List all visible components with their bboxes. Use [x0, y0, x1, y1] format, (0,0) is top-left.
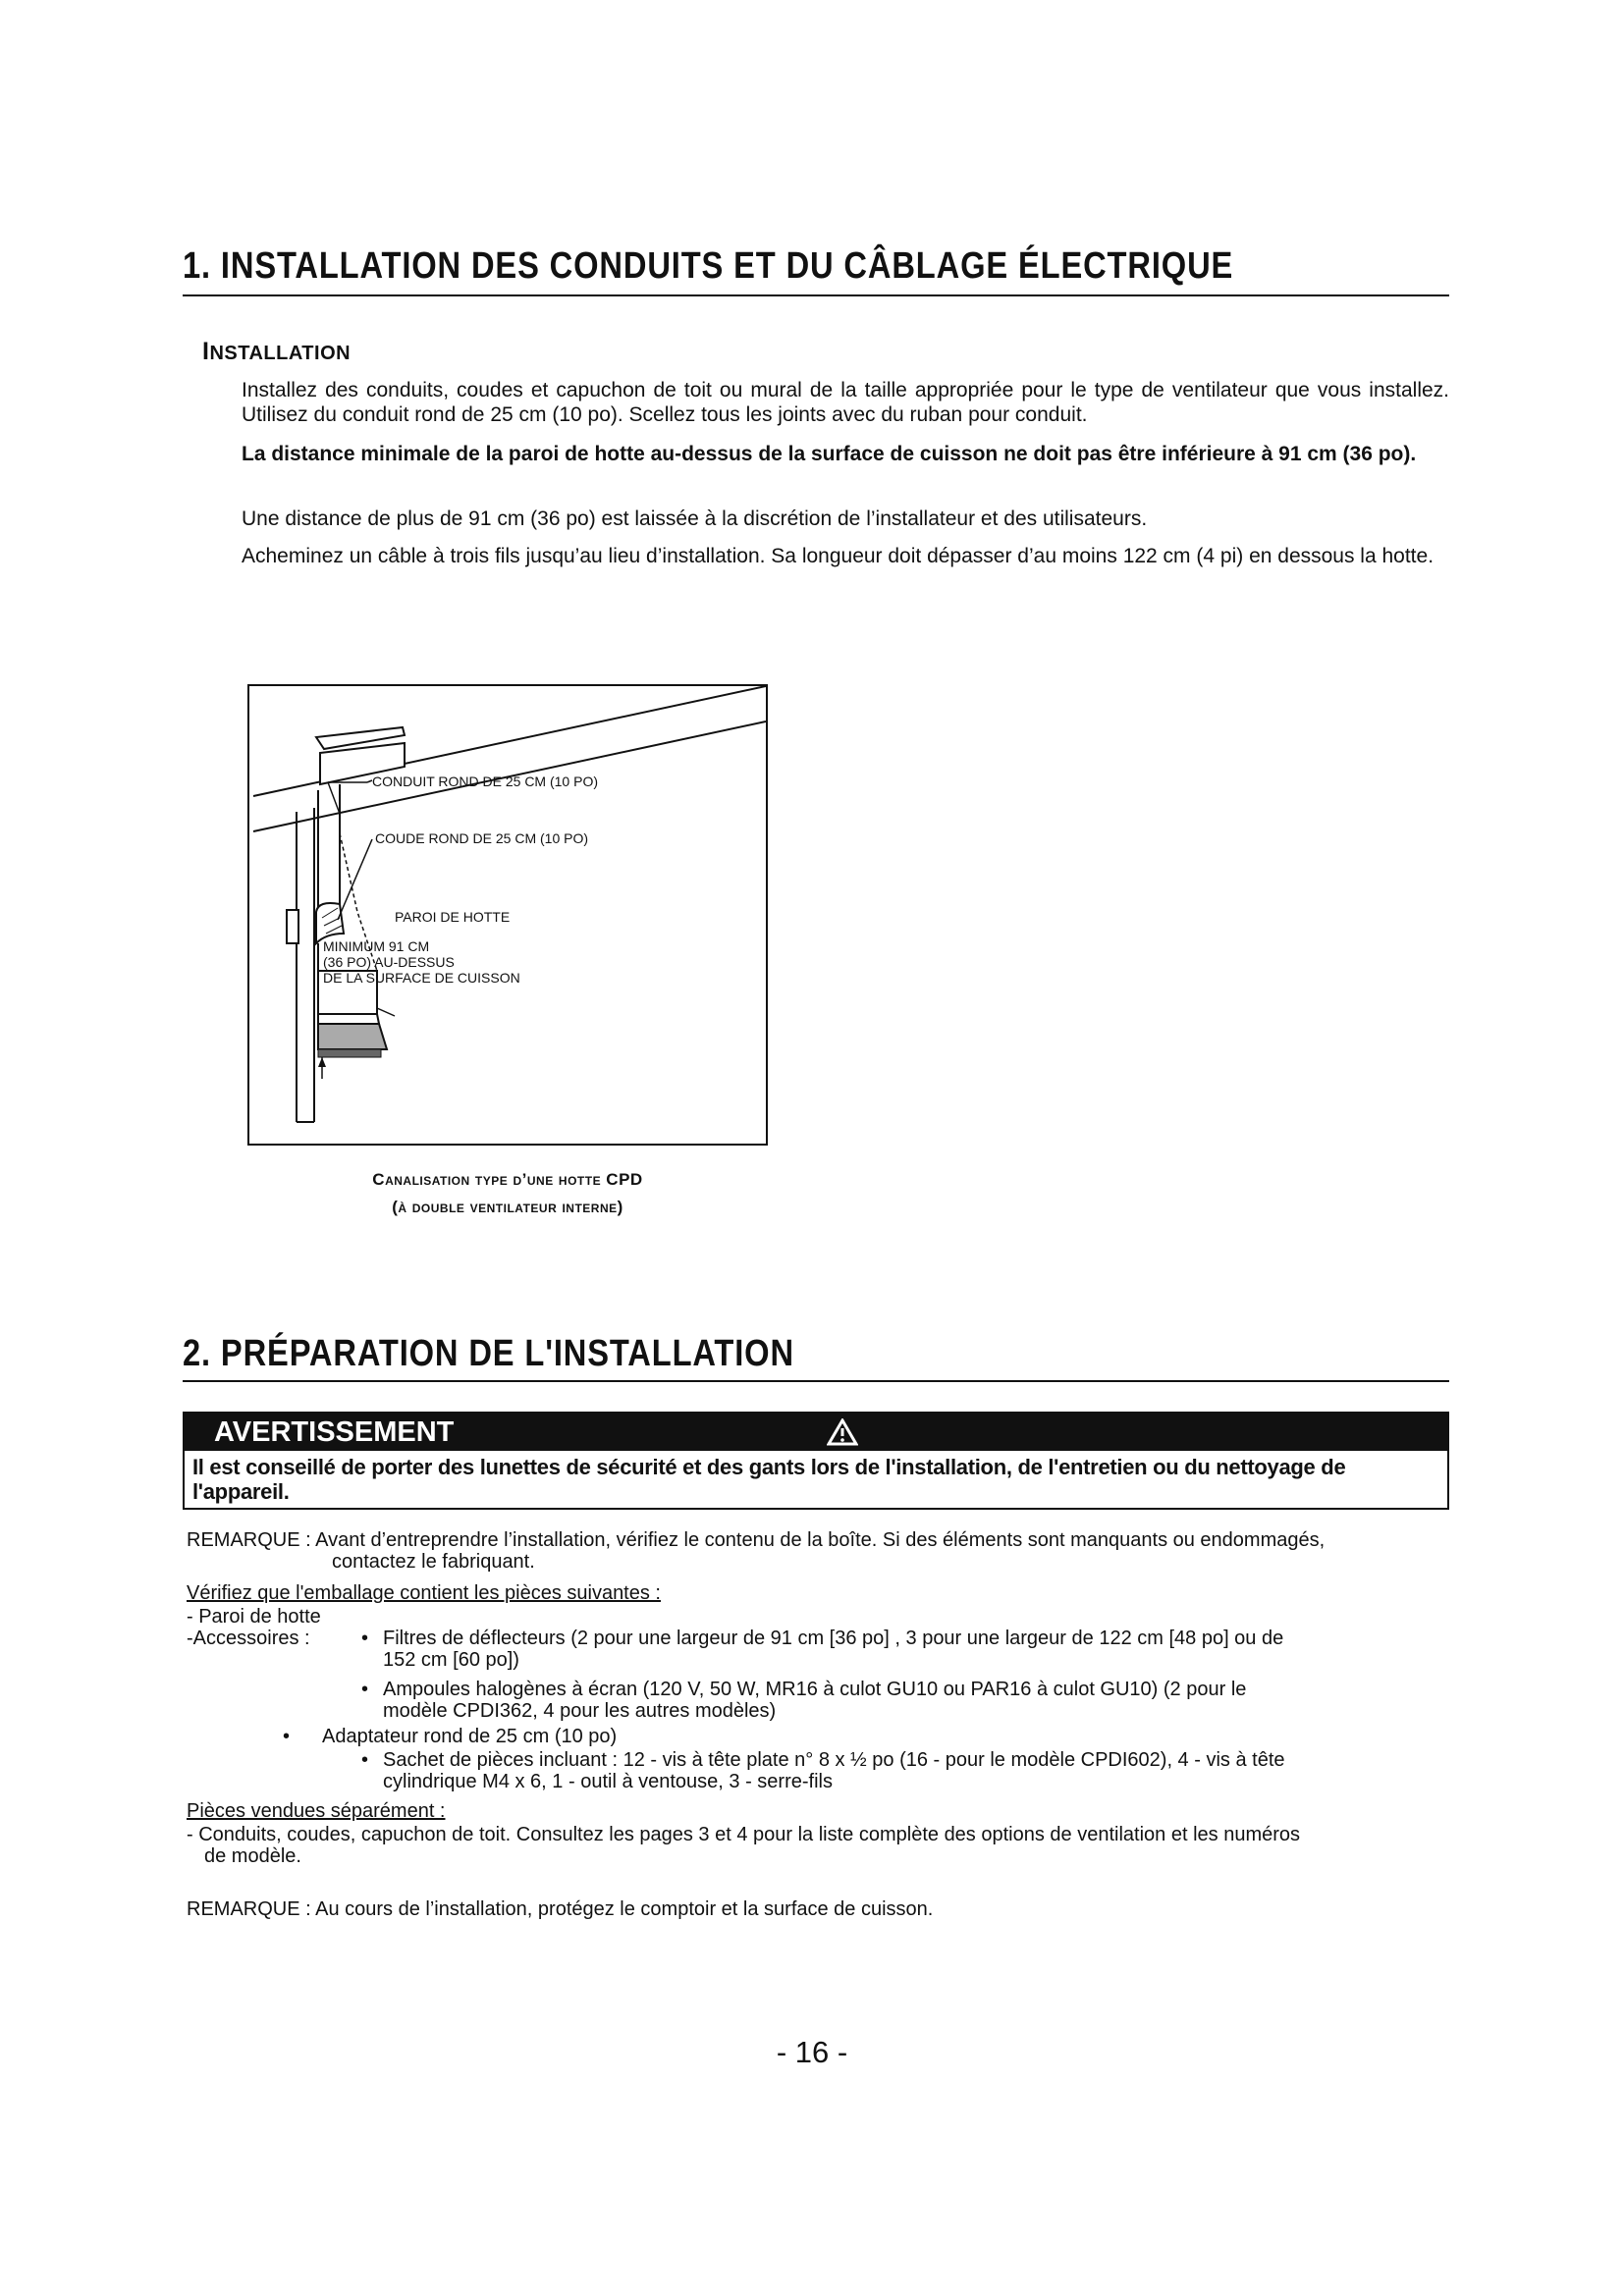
- label-min-line-1: MINIMUM 91 CM: [323, 938, 430, 954]
- section-2-rule: [183, 1380, 1449, 1382]
- sold-separately-heading: Pièces vendues séparément :: [187, 1800, 446, 1822]
- sold-line-2: de modèle.: [204, 1845, 301, 1867]
- label-elbow: COUDE ROND DE 25 CM (10 PO): [375, 830, 589, 846]
- label-hood: PAROI DE HOTTE: [395, 909, 511, 925]
- kit-line-2: cylindrique M4 x 6, 1 - outil à ventouse, 3 - serre-fils: [383, 1771, 833, 1792]
- adapter-item: Adaptateur rond de 25 cm (10 po): [322, 1726, 618, 1747]
- remark-1-line-2: contactez le fabriquant.: [332, 1551, 535, 1573]
- duct-leader-tick: [328, 782, 340, 814]
- installation-subheading: INSTALLATION: [202, 338, 352, 365]
- min-distance-arrow-head: [318, 1057, 326, 1067]
- warning-text: Il est conseillé de porter des lunettes de sécurité et des gants lors de l'installation, de l'entretien ou du nettoyage de l'appareil.: [192, 1455, 1346, 1504]
- bullet-dot: •: [361, 1679, 369, 1700]
- elbow-leader: [338, 839, 372, 920]
- remark-1-line-1: REMARQUE : Avant d’entreprendre l’installation, vérifiez le contenu de la boîte. Si des éléments sont manquants ou endommagés,: [187, 1529, 1326, 1551]
- remark-2: REMARQUE : Au cours de l’installation, protégez le comptoir et la surface de cuisson.: [187, 1898, 934, 1920]
- bullet-dot: •: [283, 1726, 291, 1747]
- section-2-title: 2. PRÉPARATION DE L'INSTALLATION: [183, 1333, 794, 1374]
- warning-title: AVERTISSEMENT: [214, 1416, 455, 1448]
- paragraph-distance-discretion: Une distance de plus de 91 cm (36 po) est laissée à la discrétion de l’installateur et des utilisateurs.: [242, 507, 1148, 530]
- bullet-dot: •: [361, 1628, 369, 1649]
- label-duct: CONDUIT ROND DE 25 CM (10 PO): [372, 774, 598, 789]
- bulbs-line-1: Ampoules halogènes à écran (120 V, 50 W, MR16 à culot GU10 ou PAR16 à culot GU10) (2 pour le: [383, 1679, 1247, 1700]
- label-min-line-3: DE LA SURFACE DE CUISSON: [323, 970, 520, 986]
- hood-leader: [377, 1008, 395, 1016]
- bulbs-line-2: modèle CPDI362, 4 pour les autres modèles): [383, 1700, 777, 1722]
- filters-line-1: Filtres de déflecteurs (2 pour une largeur de 91 cm [36 po] , 3 pour une largeur de 122 cm [48 po] ou de: [383, 1628, 1284, 1649]
- paragraph-minimum-distance: La distance minimale de la paroi de hotte au-dessus de la surface de cuisson ne doit pas être inférieure à 91 cm (36 po).: [242, 443, 1417, 465]
- item-accessories: -Accessoires :: [187, 1628, 310, 1649]
- package-contents-heading: Vérifiez que l'emballage contient les pièces suivantes :: [187, 1582, 661, 1604]
- kit-line-1: Sachet de pièces incluant : 12 - vis à tête plate n° 8 x ½ po (16 - pour le modèle CPDI602), 4 - vis à tête: [383, 1749, 1285, 1771]
- section-1-rule: [183, 294, 1449, 296]
- wall-outlet: [287, 910, 298, 943]
- diagram-drawing: [249, 686, 766, 1144]
- item-hood: - Paroi de hotte: [187, 1606, 321, 1628]
- duct-installation-diagram: [247, 684, 768, 1146]
- page-number: - 16 -: [776, 2035, 848, 2069]
- figure-caption-line-2: (à double ventilateur interne): [392, 1198, 623, 1216]
- filters-line-2: 152 cm [60 po]): [383, 1649, 519, 1671]
- hood-bottom: [318, 1049, 381, 1057]
- paragraph-ducts: Installez des conduits, coudes et capuchon de toit ou mural de la taille appropriée pour le type de ventilateur que vous installez. Utilisez du conduit rond de 25 cm (10 po). Scellez tous les joints avec du ruban pour conduit.: [242, 379, 1449, 426]
- hood-top: [318, 1014, 379, 1024]
- hood-body: [318, 1024, 387, 1049]
- warning-triangle-icon: [827, 1418, 858, 1446]
- sold-line-1: - Conduits, coudes, capuchon de toit. Consultez les pages 3 et 4 pour la liste complète des options de ventilation et les numéros: [187, 1824, 1301, 1845]
- figure-caption-line-1: Canalisation type d’une hotte CPD: [372, 1170, 643, 1189]
- label-min-line-2: (36 PO) AU-DESSUS: [323, 954, 455, 970]
- paragraph-cable: Acheminez un câble à trois fils jusqu’au lieu d’installation. Sa longueur doit dépasser d’au moins 122 cm (4 pi) en dessous la hotte.: [242, 545, 1435, 567]
- bullet-dot: •: [361, 1749, 369, 1771]
- warning-header-bar: [185, 1414, 1447, 1451]
- warning-box: [183, 1412, 1449, 1510]
- section-1-title: 1. INSTALLATION DES CONDUITS ET DU CÂBLAGE ÉLECTRIQUE: [183, 245, 1234, 287]
